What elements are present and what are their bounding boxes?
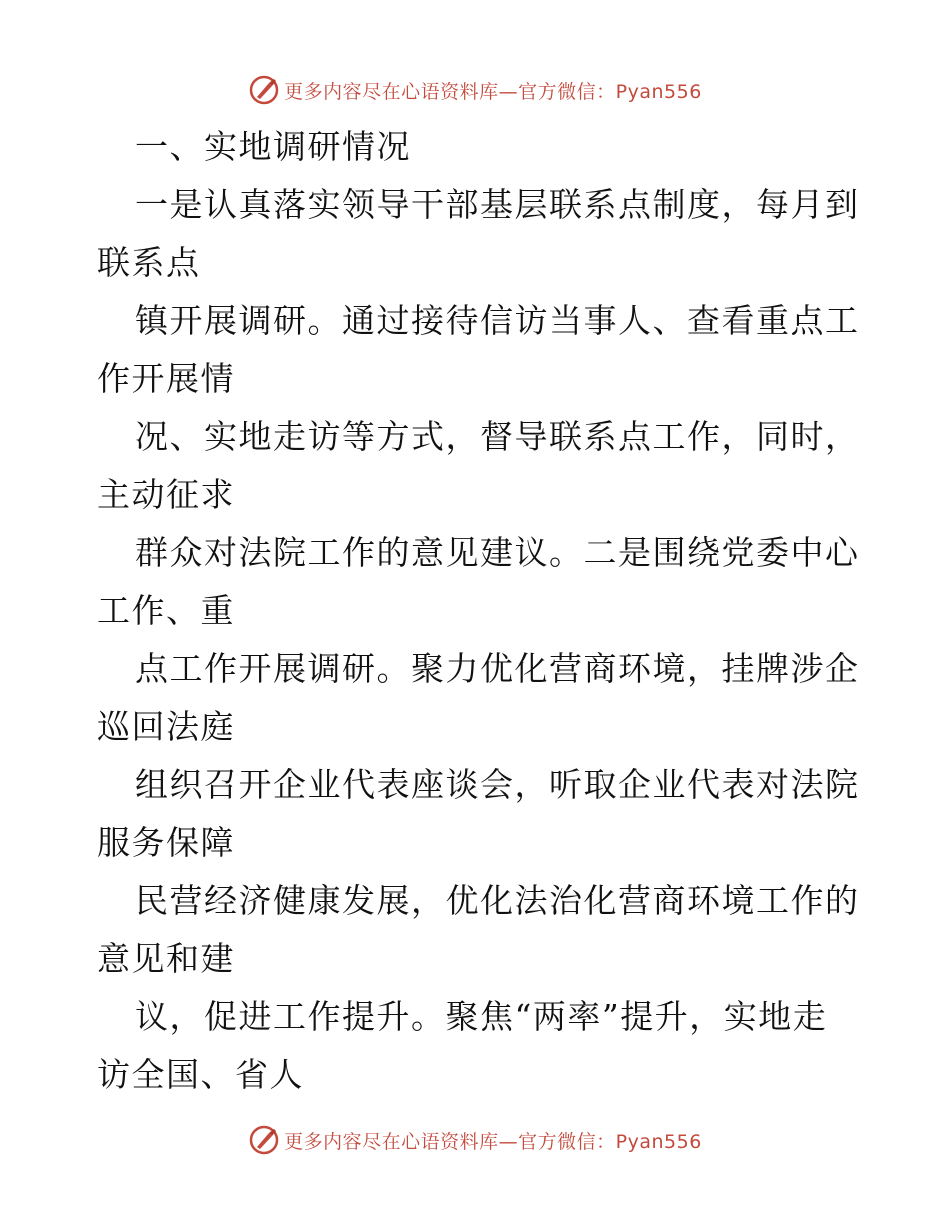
header-banner-text: 更多内容尽在心语资料库—官方微信：Pyan556	[284, 80, 702, 103]
text-line: 访全国、省人	[97, 1055, 304, 1094]
text-line: 民营经济健康发展，优化法治化营商环境工作的	[135, 881, 860, 920]
text-line: 况、实地走访等方式，督导联系点工作，同时，	[135, 417, 860, 456]
text-line: 组织召开企业代表座谈会，听取企业代表对法院	[135, 765, 860, 804]
text-line: 点工作开展调研。聚力优化营商环境，挂牌涉企	[135, 649, 860, 688]
text-line: 一、实地调研情况	[135, 127, 411, 166]
text-line: 一是认真落实领导干部基层联系点制度，每月到	[135, 185, 860, 224]
text-line: 作开展情	[97, 359, 235, 398]
text-line: 意见和建	[97, 939, 235, 978]
text-line: 主动征求	[97, 475, 235, 514]
text-line: 议，促进工作提升。聚焦“两率”提升，实地走	[135, 997, 828, 1036]
text-line: 工作、重	[97, 591, 235, 630]
pen-logo-icon	[248, 1124, 280, 1156]
document-body	[97, 118, 860, 1104]
header-banner	[0, 70, 950, 110]
text-line: 服务保障	[97, 823, 235, 862]
footer-banner-text: 更多内容尽在心语资料库—官方微信：Pyan556	[284, 1130, 702, 1153]
text-line: 镇开展调研。通过接待信访当事人、查看重点工	[135, 301, 860, 340]
text-line: 巡回法庭	[97, 707, 235, 746]
text-line: 联系点	[97, 243, 201, 282]
text-line: 群众对法院工作的意见建议。二是围绕党委中心	[135, 533, 860, 572]
footer-banner	[0, 1120, 950, 1160]
pen-logo-icon	[248, 74, 280, 106]
